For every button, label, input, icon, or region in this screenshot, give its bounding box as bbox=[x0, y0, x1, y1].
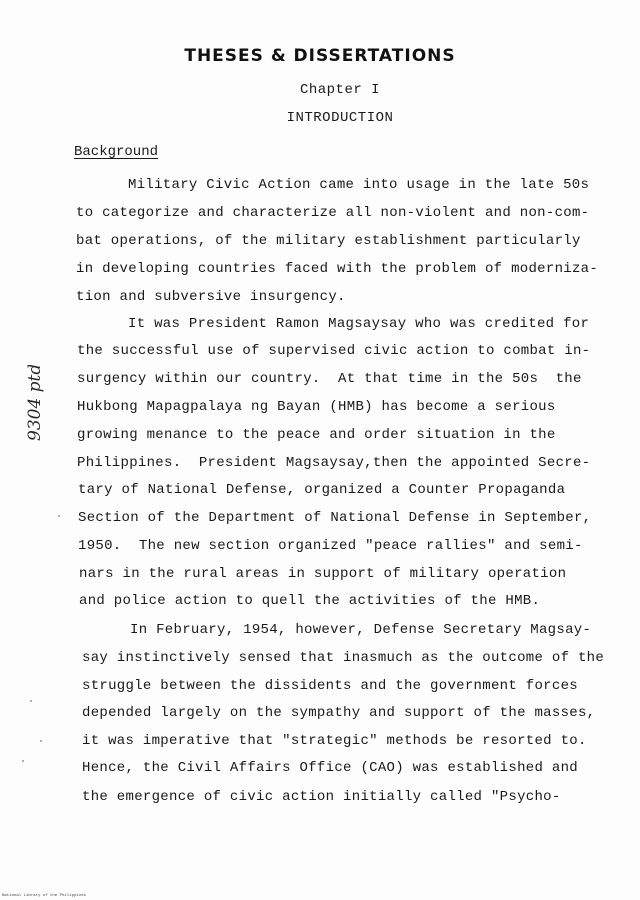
chapter-label: Chapter I bbox=[299, 82, 381, 98]
footer-note: National Library of the Philippines bbox=[2, 894, 87, 898]
section-heading: Background bbox=[74, 144, 159, 160]
scan-speck bbox=[30, 700, 32, 702]
body-line: growing menance to the peace and order situation in the bbox=[77, 427, 556, 443]
body-line: struggle between the dissidents and the government forces bbox=[82, 678, 578, 694]
body-line: bat operations, of the military establishment particularly bbox=[76, 233, 581, 249]
handwritten-margin-annotation bbox=[12, 365, 52, 445]
body-line: Hukbong Mapagpalaya ng Bayan (HMB) has become a serious bbox=[77, 399, 556, 415]
body-line: and police action to quell the activities of the HMB. bbox=[79, 593, 541, 609]
scan-speck bbox=[22, 760, 24, 762]
body-line: tary of National Defense, organized a Counter Propaganda bbox=[78, 482, 566, 498]
body-line: It was President Ramon Magsaysay who was credited for bbox=[128, 316, 590, 332]
body-line: the successful use of supervised civic action to combat in- bbox=[77, 343, 591, 359]
body-line: Philippines. President Magsaysay,then the appointed Secre- bbox=[77, 455, 591, 471]
body-line: surgency within our country. At that time in the 50s the bbox=[77, 371, 582, 387]
body-line: in developing countries faced with the problem of moderniza- bbox=[76, 261, 599, 277]
body-line: 1950. The new section organized "peace rallies" and semi- bbox=[78, 538, 583, 554]
body-line: Hence, the Civil Affairs Office (CAO) was established and bbox=[82, 760, 578, 776]
scan-speck bbox=[40, 740, 42, 742]
body-line: Military Civic Action came into usage in the late 50s bbox=[128, 177, 590, 193]
body-line: depended largely on the sympathy and support of the masses, bbox=[82, 705, 596, 721]
margin-annotation-text: 9304 ptd bbox=[25, 365, 45, 441]
scan-speck bbox=[58, 515, 60, 517]
body-line: In February, 1954, however, Defense Secretary Magsay- bbox=[130, 622, 592, 638]
body-line: tion and subversive insurgency. bbox=[76, 289, 346, 305]
theses-stamp: THESES & DISSERTATIONS bbox=[184, 46, 456, 66]
body-line: say instinctively sensed that inasmuch as the outcome of the bbox=[82, 650, 605, 666]
body-line: the emergence of civic action initially called "Psycho- bbox=[82, 789, 561, 805]
body-line: it was imperative that "strategic" methods be resorted to. bbox=[82, 733, 587, 749]
body-line: Section of the Department of National Defense in September, bbox=[78, 510, 592, 526]
chapter-title: INTRODUCTION bbox=[286, 110, 394, 126]
body-line: nars in the rural areas in support of military operation bbox=[79, 566, 567, 582]
body-line: to categorize and characterize all non-violent and non-com- bbox=[76, 205, 590, 221]
